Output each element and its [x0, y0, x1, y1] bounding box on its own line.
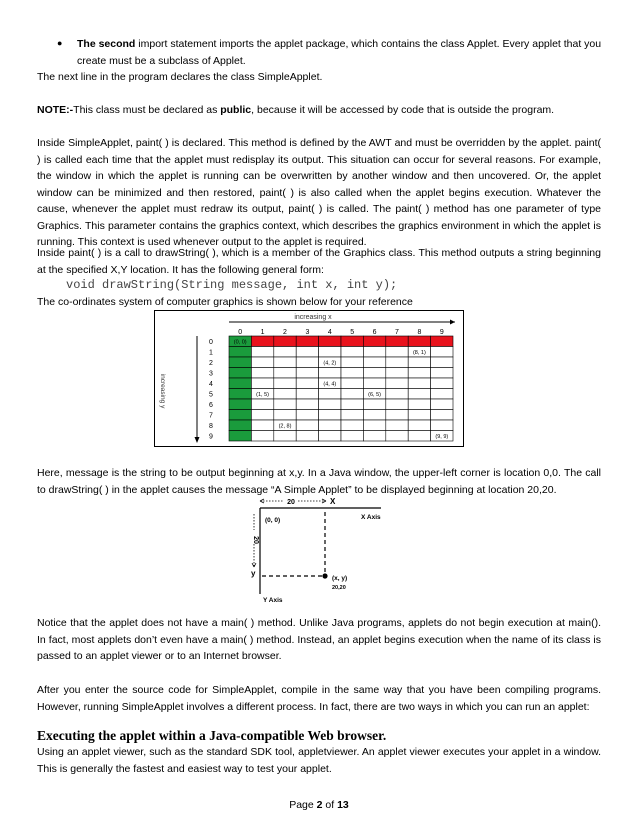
grid-row-label: 4 [209, 381, 213, 388]
point-label: (x, y) [332, 575, 348, 582]
grid-row-label: 2 [209, 360, 213, 367]
footer-pre: Page [289, 799, 317, 811]
grid-row-label: 1 [209, 349, 213, 357]
note-post: , because it will be accessed by code that is outside the program. [251, 104, 555, 116]
axis-diagram-figure [246, 494, 391, 607]
paragraph-compile: After you enter the source code for SimpleApplet, compile in the same way that you have been compiling programs. However, running SimpleApplet involves a different process. In fact, there are two ways in which you can run an applet: [37, 684, 601, 713]
grid-row-label: 6 [209, 402, 213, 409]
grid-cell-label: (6, 5) [368, 392, 382, 398]
grid-cell [274, 431, 296, 442]
grid-col-label: 4 [327, 329, 332, 336]
grid-cell [386, 357, 408, 368]
paragraph-paint: Inside SimpleApplet, paint( ) is declared. This method is defined by the AWT and must be overridden by the applet. paint( ) is called each time that the applet must redisplay its output. This situation can occur for several reasons. For example, the window in which the applet is running can be overwritten by another window and then uncovered. Or, the applet window can be minimized and then restored, paint( ) is also called when the applet begins execution. Whatever the cause, whenever the applet must redraw its output, paint( ) is called. The paint( ) method has one parameter of type Graphics. This parameter contains the graphics context, which describes the graphics environment in which the applet is running. This context is used whenever output to the applet is required. [37, 137, 601, 248]
grid-cell [341, 368, 363, 379]
paragraph-main: Notice that the applet does not have a main( ) method. Unlike Java programs, applets do not begin execution at main(). In fact, most applets don’t even have a main( ) method. Instead, an applet begins execution when the name of its class is passed to an applet viewer or to an Internet browser. [37, 617, 601, 662]
grid-cell [341, 357, 363, 368]
grid-cell [229, 347, 251, 358]
grid-cell [431, 357, 453, 368]
grid-cell [229, 399, 251, 410]
grid-title: increasing x [294, 314, 332, 321]
axis-diagram-svg [246, 494, 391, 607]
grid-col-label: 0 [238, 329, 243, 336]
grid-cell [251, 420, 273, 431]
note-pre: This class must be declared as [73, 104, 221, 116]
grid-cell [386, 399, 408, 410]
grid-cell [296, 378, 318, 389]
grid-cell [296, 357, 318, 368]
top-value: 20 [287, 499, 295, 506]
grid-cell [319, 336, 341, 347]
grid-cell-label: (0, 0) [233, 339, 247, 346]
grid-cell [431, 410, 453, 421]
grid-col-label: 1 [260, 329, 265, 336]
grid-cell [274, 336, 296, 347]
increasing-x-arrowhead [450, 320, 455, 325]
grid-cell [386, 420, 408, 431]
grid-cell [431, 389, 453, 400]
grid-cell [296, 368, 318, 379]
grid-cell [319, 399, 341, 410]
grid-cell [386, 336, 408, 347]
grid-cell [251, 368, 273, 379]
note-paragraph [37, 102, 601, 119]
grid-cell [341, 336, 363, 347]
note-bold: public [220, 104, 252, 116]
coordinate-grid-svg [155, 311, 463, 446]
y-letter: y [251, 569, 256, 578]
grid-cell [274, 378, 296, 389]
grid-cell [229, 378, 251, 389]
grid-cell [408, 336, 430, 347]
grid-cell [274, 347, 296, 358]
grid-cell [431, 347, 453, 358]
grid-cell [274, 368, 296, 379]
grid-cell [408, 368, 430, 379]
bullet-icon: ● [57, 38, 63, 48]
grid-cell [363, 357, 385, 368]
grid-cell [341, 410, 363, 421]
grid-cell [386, 431, 408, 442]
grid-cell [341, 378, 363, 389]
bullet-paragraph [77, 36, 602, 69]
origin-label: (0, 0) [265, 517, 281, 524]
footer-total: 13 [337, 799, 349, 811]
grid-cell [229, 389, 251, 400]
grid-cell-label: (4, 2) [323, 360, 337, 367]
grid-cell [363, 399, 385, 410]
grid-cell [296, 399, 318, 410]
grid-cell [363, 347, 385, 358]
point-value: 20,20 [332, 585, 346, 591]
grid-cell [274, 389, 296, 400]
grid-cell [229, 368, 251, 379]
grid-side-label: increasing y [159, 373, 166, 409]
code-drawstring: void drawString(String message, int x, int y); [66, 278, 398, 292]
grid-cell [408, 357, 430, 368]
grid-cell [251, 399, 273, 410]
grid-cell [229, 420, 251, 431]
grid-cell [341, 399, 363, 410]
grid-cell [408, 431, 430, 442]
grid-col-label: 7 [395, 329, 399, 336]
grid-cell-label: (9, 9) [435, 434, 449, 440]
section-heading: Executing the applet within a Java-compatible Web browser. [37, 728, 387, 743]
paragraph-coordinates: The co-ordinates system of computer graphics is shown below for your reference [37, 296, 413, 308]
grid-cell [363, 431, 385, 442]
paragraph-drawstring: Inside paint( ) is a call to drawString( ), which is a member of the Graphics class. This method outputs a string beginning at the specified X,Y location. It has the following general form: [37, 247, 601, 276]
grid-cell [408, 378, 430, 389]
grid-cell [363, 336, 385, 347]
grid-cell [386, 378, 408, 389]
grid-row-label: 0 [209, 339, 213, 346]
note-label: NOTE:- [37, 104, 74, 116]
grid-cell-label: (2, 8) [278, 423, 292, 430]
grid-cell [363, 410, 385, 421]
grid-cell [431, 336, 453, 347]
grid-cell [251, 378, 273, 389]
grid-cell [386, 389, 408, 400]
grid-cell [319, 368, 341, 379]
increasing-y-arrowhead [195, 437, 200, 443]
grid-cell [363, 368, 385, 379]
grid-cell [319, 347, 341, 358]
grid-cell [251, 357, 273, 368]
x-axis-label: X Axis [361, 514, 381, 521]
grid-cell-label: (1, 5) [256, 392, 270, 398]
grid-cell [408, 389, 430, 400]
grid-cell [341, 347, 363, 358]
grid-cell [363, 378, 385, 389]
grid-cell-label: (8, 1) [412, 350, 426, 356]
grid-cell [296, 431, 318, 442]
grid-cell [408, 410, 430, 421]
grid-cell [296, 410, 318, 421]
grid-cell [431, 420, 453, 431]
grid-cell [251, 336, 273, 347]
x-letter: X [330, 497, 336, 506]
grid-row-label: 9 [209, 433, 213, 441]
grid-row-label: 8 [209, 423, 213, 430]
grid-cell [319, 431, 341, 442]
point-marker [322, 573, 327, 578]
paragraph-message: Here, message is the string to be output beginning at x,y. In a Java window, the upper-left corner is location 0,0. The call to drawString( ) in the applet causes the message “A Simple Applet” to be displayed beginning at location 20,20. [37, 467, 601, 496]
grid-cell [386, 368, 408, 379]
grid-cell [251, 347, 273, 358]
page-footer [0, 799, 638, 811]
footer-mid: of [322, 799, 338, 811]
grid-cell-label: (4, 4) [323, 381, 337, 388]
grid-cell [296, 389, 318, 400]
grid-cell [319, 410, 341, 421]
grid-cell [363, 420, 385, 431]
footer-page: 2 [316, 799, 323, 811]
grid-cell [386, 347, 408, 358]
grid-cell [229, 357, 251, 368]
grid-cell [408, 420, 430, 431]
bullet-lead: The second [77, 38, 136, 50]
bullet-text-1: import statement imports the applet package, which contains the class Applet. Every applet that you [135, 38, 602, 50]
grid-cell [274, 399, 296, 410]
grid-cell [431, 399, 453, 410]
grid-cell [319, 420, 341, 431]
grid-cell [229, 410, 251, 421]
grid-col-label: 2 [283, 329, 287, 336]
grid-col-label: 3 [305, 329, 310, 336]
grid-cell [386, 410, 408, 421]
grid-cell [296, 420, 318, 431]
grid-col-label: 8 [417, 329, 422, 336]
grid-row-label: 5 [209, 391, 213, 399]
grid-cell [341, 420, 363, 431]
grid-cell [229, 431, 251, 442]
side-value: 20 [252, 536, 259, 544]
grid-row-label: 7 [209, 412, 213, 420]
paragraph-viewer: Using an applet viewer, such as the standard SDK tool, appletviewer. An applet viewer executes your applet in a window. This is generally the fastest and easiest way to test your applet. [37, 746, 601, 775]
grid-col-label: 5 [350, 329, 355, 336]
grid-cell [341, 431, 363, 442]
grid-cell [341, 389, 363, 400]
grid-cell [274, 410, 296, 421]
grid-cell [319, 389, 341, 400]
grid-cell [431, 378, 453, 389]
grid-col-label: 9 [439, 329, 444, 336]
paragraph-next-line: The next line in the program declares the class SimpleApplet. [37, 71, 323, 83]
grid-cell [251, 431, 273, 442]
grid-cell [431, 368, 453, 379]
coordinate-grid-figure [154, 310, 464, 447]
bullet-text-2: create must be a subclass of Applet. [77, 54, 246, 67]
grid-col-label: 6 [372, 329, 377, 336]
grid-cell [274, 357, 296, 368]
grid-cell [408, 399, 430, 410]
grid-row-label: 3 [209, 370, 213, 378]
grid-cell [296, 347, 318, 358]
grid-cell [251, 410, 273, 421]
grid-cell [296, 336, 318, 347]
y-axis-label: Y Axis [263, 597, 283, 604]
